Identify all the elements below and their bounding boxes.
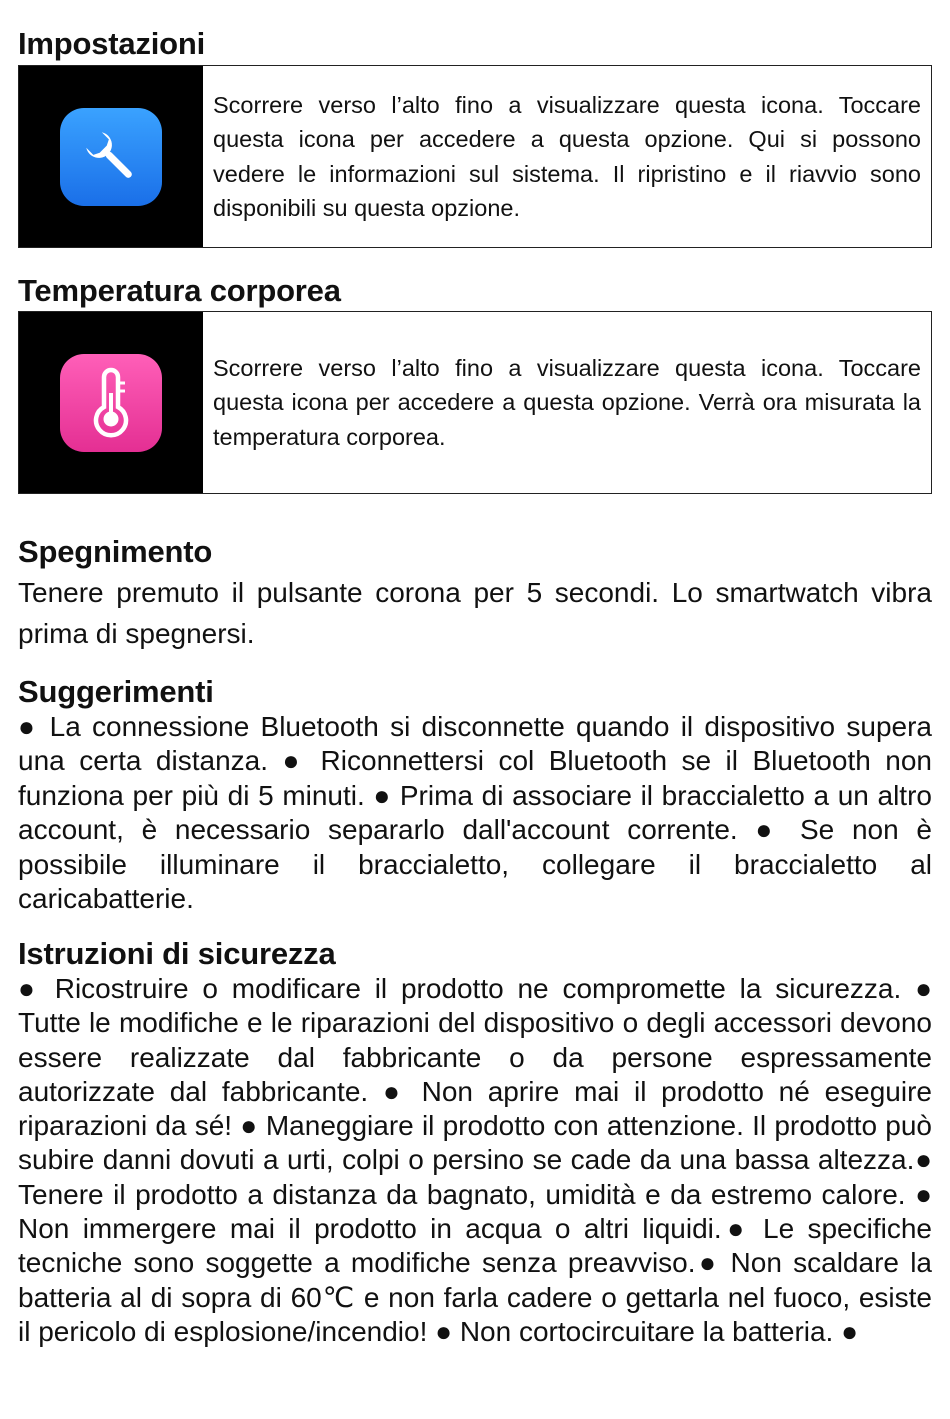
settings-heading: Impostazioni [18, 26, 206, 61]
shutdown-text: Tenere premuto il pulsante corona per 5 secondi. Lo smartwatch vibra prima di spegnersi. [18, 577, 932, 649]
tips-heading: Suggerimenti [18, 674, 214, 709]
tips-text: ● La connessione Bluetooth si disconnette quando il dispositivo supera una certa distanza. ● Riconnettersi col Bluetooth se il Bluetooth non funziona per più di 5 minuti. ● Prima di associare il braccialetto a un altro account, è necessario separarlo dall'account corrente. ● Se non è possibile illuminare il braccialetto, collegare il braccialetto al caricabatterie. [18, 711, 932, 915]
temperature-heading: Temperatura corporea [18, 273, 341, 308]
settings-description: Scorrere verso l’alto fino a visualizzare questa icona. Toccare questa icona per accedere a questa opzione. Qui si possono vedere le informazioni sul sistema. Il ripristino e il riavvio sono disponibili su questa opzione. [213, 91, 921, 221]
wrench-icon [60, 108, 162, 206]
temperature-card [18, 311, 932, 494]
temperature-icon-panel [19, 312, 203, 493]
settings-card [18, 65, 932, 248]
thermometer-icon [60, 354, 162, 452]
settings-icon-panel [19, 66, 203, 247]
safety-text: ● Ricostruire o modificare il prodotto ne compromette la sicurezza. ● Tutte le modifiche e le riparazioni del dispositivo o degli accessori devono essere realizzate dal fabbricante o da persone espressamente autorizzate dal fabbricante. ● Non aprire mai il prodotto né eseguire riparazioni da sé! ● Maneggiare il prodotto con attenzione. Il prodotto può subire danni dovuti a urti, colpi o persino se cade da una bassa altezza.● Tenere il prodotto a distanza da bagnato, umidità e da estremo calore. ● Non immergere mai il prodotto in acqua o altri liquidi.● Le specifiche tecniche sono soggette a modifiche senza preavviso.● Non scaldare la batteria al di sopra di 60℃ e non farla cadere o gettarla nel fuoco, esiste il pericolo di esplosione/incendio! ● Non cortocircuitare la batteria. ● [18, 973, 932, 1347]
shutdown-heading: Spegnimento [18, 534, 213, 569]
temperature-description: Scorrere verso l’alto fino a visualizzare questa icona. Toccare questa icona per accedere a questa opzione. Verrà ora misurata la temperatura corporea. [213, 354, 921, 450]
safety-heading: Istruzioni di sicurezza [18, 936, 336, 971]
